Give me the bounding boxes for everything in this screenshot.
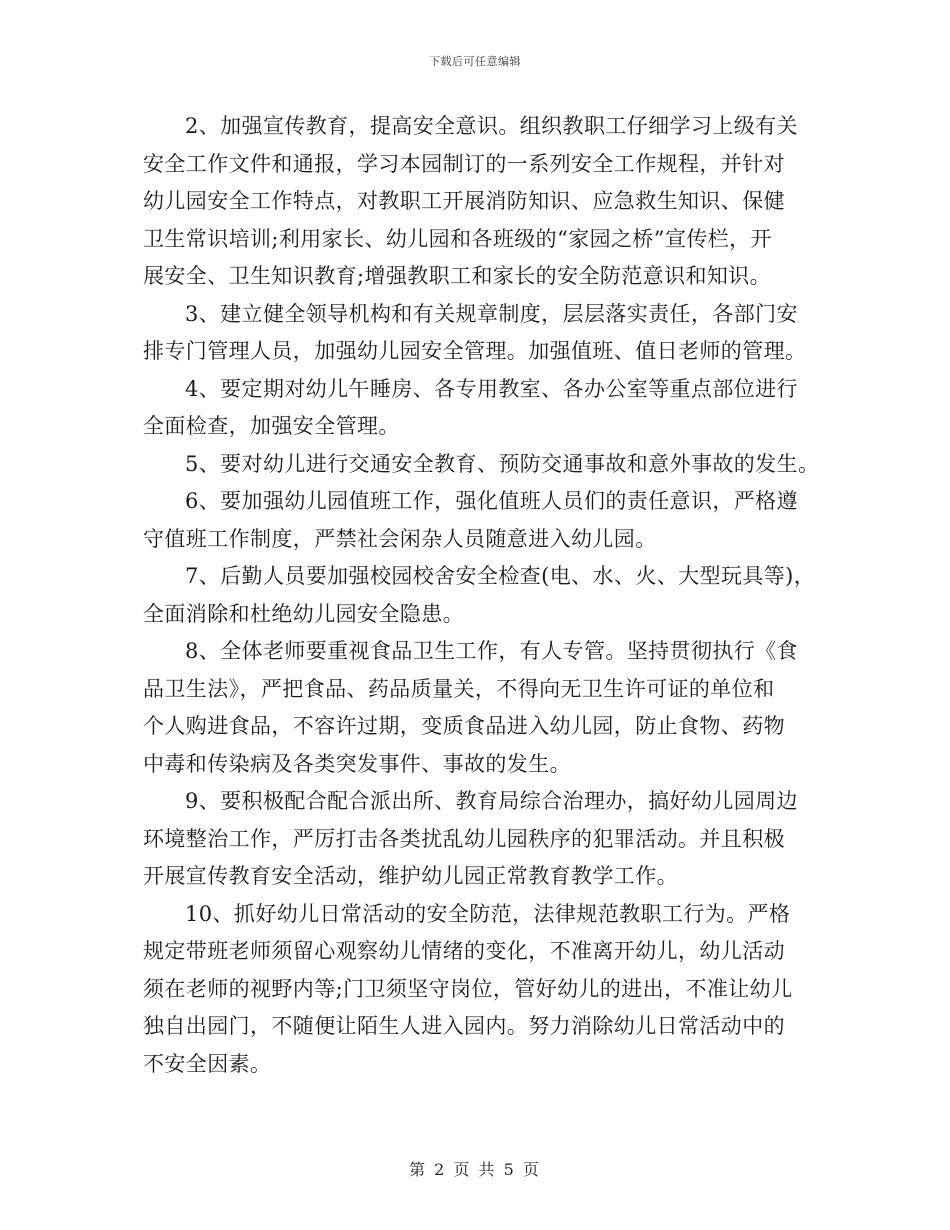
paragraph-line: 幼儿园安全工作特点，对教职工开展消防知识、应急救生知识、保健 xyxy=(143,189,785,213)
paragraph-line: 全面检查，加强安全管理。 xyxy=(143,414,400,438)
paragraph-line: 9、要积极配合配合派出所、教育局综合治理办，搞好幼儿园周边 xyxy=(185,789,798,813)
paragraph xyxy=(143,633,815,783)
paragraph xyxy=(143,558,815,633)
paragraph xyxy=(143,296,815,371)
paragraph-line: 7、后勤人员要加强校园校舍安全检查(电、水、火、大型玩具等)， xyxy=(185,564,816,588)
paragraph-line: 环境整治工作，严厉打击各类扰乱幼儿园秩序的犯罪活动。并且积极 xyxy=(143,826,785,851)
paragraph-line: 排专门管理人员，加强幼儿园安全管理。加强值班、值日老师的管理。 xyxy=(143,339,807,363)
paragraph xyxy=(143,896,815,1084)
paragraph xyxy=(143,783,815,896)
page-footer: 第 2 页 共 5 页 xyxy=(409,1160,541,1179)
paragraph xyxy=(143,108,815,296)
paragraph-line: 8、全体老师要重视食品卫生工作，有人专管。坚持贯彻执行《食 xyxy=(185,639,798,663)
paragraph-line: 开展宣传教育安全活动，维护幼儿园正常教育教学工作。 xyxy=(143,864,678,888)
paragraph-line: 3、建立健全领导机构和有关规章制度，层层落实责任，各部门安 xyxy=(185,301,798,326)
paragraph-line: 独自出园门，不随便让陌生人进入园内。努力消除幼儿日常活动中的 xyxy=(143,1014,785,1038)
paragraph-line: 须在老师的视野内等;门卫须坚守岗位，管好幼儿的进出，不准让幼儿 xyxy=(143,976,793,1001)
paragraph-line: 安全工作文件和通报，学习本园制订的一系列安全工作规程，并针对 xyxy=(143,151,785,176)
paragraph-line: 10、抓好幼儿日常活动的安全防范，法律规范教职工行为。严格 xyxy=(185,901,791,926)
paragraph xyxy=(143,483,815,558)
paragraph-line: 2、加强宣传教育，提高安全意识。组织教职工仔细学习上级有关 xyxy=(185,114,798,138)
paragraph-line: 4、要定期对幼儿午睡房、各专用教室、各办公室等重点部位进行 xyxy=(185,376,798,401)
paragraph-line: 品卫生法》，严把食品、药品质量关，不得向无卫生许可证的单位和 xyxy=(143,676,775,701)
paragraph-line: 个人购进食品，不容许过期，变质食品进入幼儿园，防止食物、药物 xyxy=(143,714,785,738)
paragraph xyxy=(143,371,815,446)
paragraph-line: 守值班工作制度，严禁社会闲杂人员随意进入幼儿园。 xyxy=(143,526,657,551)
paragraph xyxy=(143,446,820,484)
paragraph-line: 全面消除和杜绝幼儿园安全隐患。 xyxy=(143,601,464,626)
paragraph-line: 展安全、卫生知识教育;增强教职工和家长的安全防范意识和知识。 xyxy=(143,264,772,288)
page-header: 下载后可任意编辑 xyxy=(429,55,521,68)
paragraph-line: 6、要加强幼儿园值班工作，强化值班人员们的责任意识，严格遵 xyxy=(185,489,798,513)
paragraph-line: 5、要对幼儿进行交通安全教育、预防交通事故和意外事故的发生。 xyxy=(185,451,820,476)
paragraph-line: 中毒和传染病及各类突发事件、事故的发生。 xyxy=(143,751,571,776)
document-body xyxy=(143,108,820,1083)
paragraph-line: 规定带班老师须留心观察幼儿情绪的变化，不准离开幼儿，幼儿活动 xyxy=(143,939,785,963)
paragraph-line: 卫生常识培训;利用家长、幼儿园和各班级的“家园之桥”宣传栏，开 xyxy=(143,226,772,251)
paragraph-line: 不安全因素。 xyxy=(143,1051,272,1076)
